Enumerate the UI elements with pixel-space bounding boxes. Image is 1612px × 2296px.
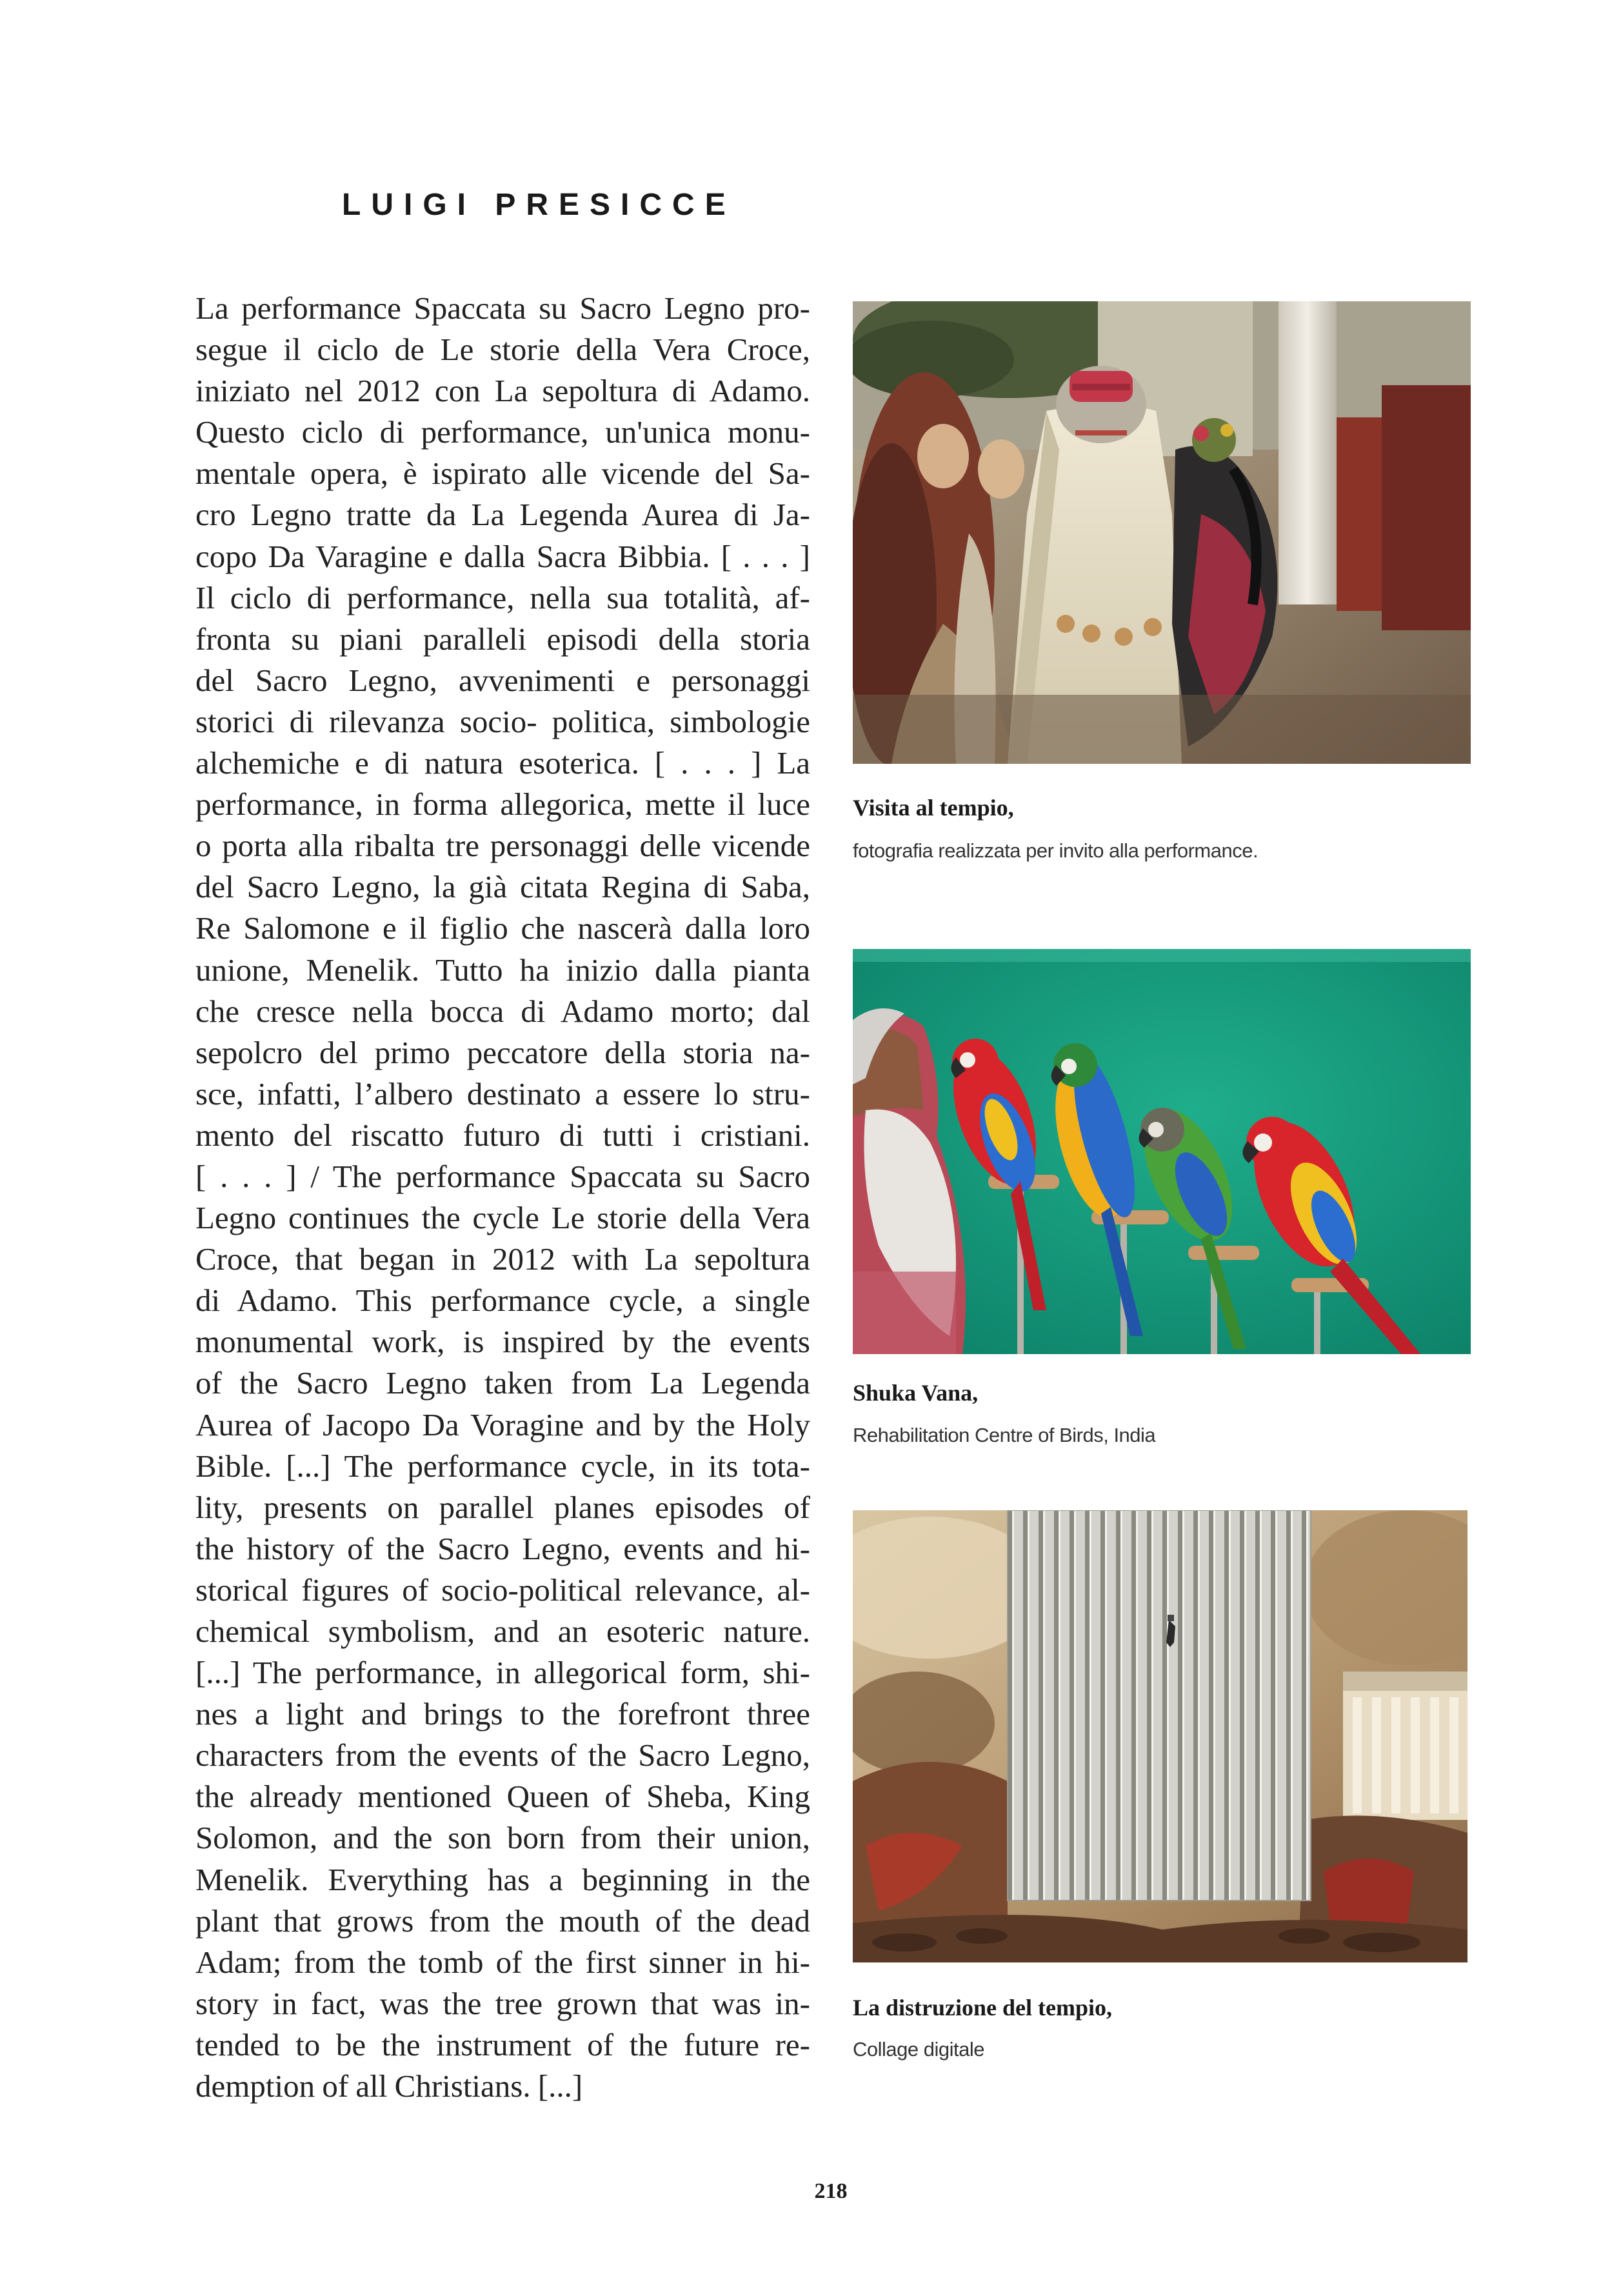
text-line: the history of the Sacro Legno, events and hi- — [195, 1530, 810, 1566]
text-line: Re Salomone e il figlio che nascerà dalla loro — [195, 910, 810, 946]
text-line: performance, in forma allegorica, mette il luce — [195, 786, 810, 823]
photo-visita-al-tempio — [853, 301, 1471, 764]
text-line: Il ciclo di performance, nella sua totalità, af- — [195, 579, 810, 615]
caption-title: Visita al tempio, — [853, 795, 1014, 821]
text-line: lity, presents on parallel planes episodes of — [195, 1489, 810, 1525]
text-line: del Sacro Legno, la già citata Regina di Saba, — [195, 869, 810, 905]
caption-subtitle: Rehabilitation Centre of Birds, India — [853, 1424, 1156, 1446]
text-line: nes a light and brings to the forefront three — [195, 1696, 810, 1732]
text-line: characters from the events of the Sacro Legno, — [195, 1737, 810, 1773]
text-line: monumental work, is inspired by the events — [195, 1324, 810, 1360]
text-line: of the Sacro Legno taken from La Legenda — [195, 1365, 810, 1401]
text-line: Bible. [...] The performance cycle, in its tota- — [195, 1448, 810, 1484]
text-line: mentale opera, è ispirato alle vicende del Sa- — [195, 455, 810, 492]
text-line: copo Da Varagine e dalla Sacra Bibbia. [ . . . ] — [195, 538, 810, 574]
text-line: Solomon, and the son born from their union, — [195, 1820, 810, 1856]
text-line: storical figures of socio-political relevance, al- — [195, 1572, 810, 1608]
figure-visita-al-tempio — [853, 301, 1472, 869]
photo-shuka-vana — [853, 949, 1471, 1354]
text-line: [...] The performance, in allegorical form, shi- — [195, 1655, 810, 1691]
text-line: segue il ciclo de Le storie della Vera Croce, — [195, 332, 810, 368]
text-line: the already mentioned Queen of Sheba, King — [195, 1779, 810, 1815]
page-number: 218 — [814, 2179, 848, 2203]
text-line: tended to be the instrument of the future re- — [195, 2026, 810, 2062]
body-text — [195, 288, 810, 2107]
text-line: o porta alla ribalta tre personaggi delle vicende — [195, 828, 810, 864]
text-line: iniziato nel 2012 con La sepoltura di Adamo. — [195, 373, 810, 409]
text-line: sce, infatti, l’albero destinato a essere lo stru- — [195, 1075, 810, 1112]
caption-subtitle: Collage digitale — [853, 2038, 984, 2061]
text-line: Menelik. Everything has a beginning in the — [195, 1861, 810, 1897]
text-line: sepolcro del primo peccatore della storia na- — [195, 1034, 810, 1070]
caption-title: Shuka Vana, — [853, 1380, 979, 1406]
author-name: LUIGI PRESICCE — [342, 188, 736, 222]
text-line: di Adamo. This performance cycle, a single — [195, 1283, 810, 1319]
text-line: unione, Menelik. Tutto ha inizio dalla pianta — [195, 952, 810, 988]
text-line: che cresce nella bocca di Adamo morto; dal — [195, 993, 810, 1029]
text-line: story in fact, was the tree grown that was in- — [195, 1985, 810, 2021]
caption-title: La distruzione del tempio, — [853, 1995, 1112, 2021]
text-line: mento del riscatto futuro di tutti i cristiani. — [195, 1117, 810, 1153]
text-line: demption of all Christians. [...] — [195, 2068, 583, 2104]
caption-subtitle: fotografia realizzata per invito alla performance. — [853, 839, 1259, 862]
text-line: Adam; from the tomb of the first sinner in hi- — [195, 1944, 810, 1980]
text-line: [ . . . ] / The performance Spaccata su Sacro — [195, 1158, 810, 1194]
text-line: Aurea of Jacopo Da Voragine and by the Holy — [195, 1406, 810, 1442]
text-line: Croce, that began in 2012 with La sepoltura — [195, 1241, 810, 1277]
figure-shuka-vana — [853, 949, 1472, 1459]
text-line: del Sacro Legno, avvenimenti e personaggi — [195, 662, 810, 698]
figure-distruzione-del-tempio — [853, 1510, 1472, 2078]
text-line: storici di rilevanza socio- politica, simbologie — [195, 703, 810, 739]
text-line: La performance Spaccata su Sacro Legno pro- — [195, 290, 810, 326]
text-line: plant that grows from the mouth of the dead — [195, 1902, 810, 1939]
text-line: alchemiche e di natura esoterica. [ . . . ] La — [195, 745, 810, 781]
text-line: Legno continues the cycle Le storie della Vera — [195, 1200, 810, 1236]
text-line: fronta su piani paralleli episodi della storia — [195, 621, 810, 657]
text-line: cro Legno tratte da La Legenda Aurea di Ja- — [195, 497, 810, 533]
collage-distruzione-del-tempio — [853, 1510, 1468, 1962]
text-line: chemical symbolism, and an esoteric nature. — [195, 1613, 810, 1649]
text-line: Questo ciclo di performance, un'unica monu- — [195, 414, 810, 450]
